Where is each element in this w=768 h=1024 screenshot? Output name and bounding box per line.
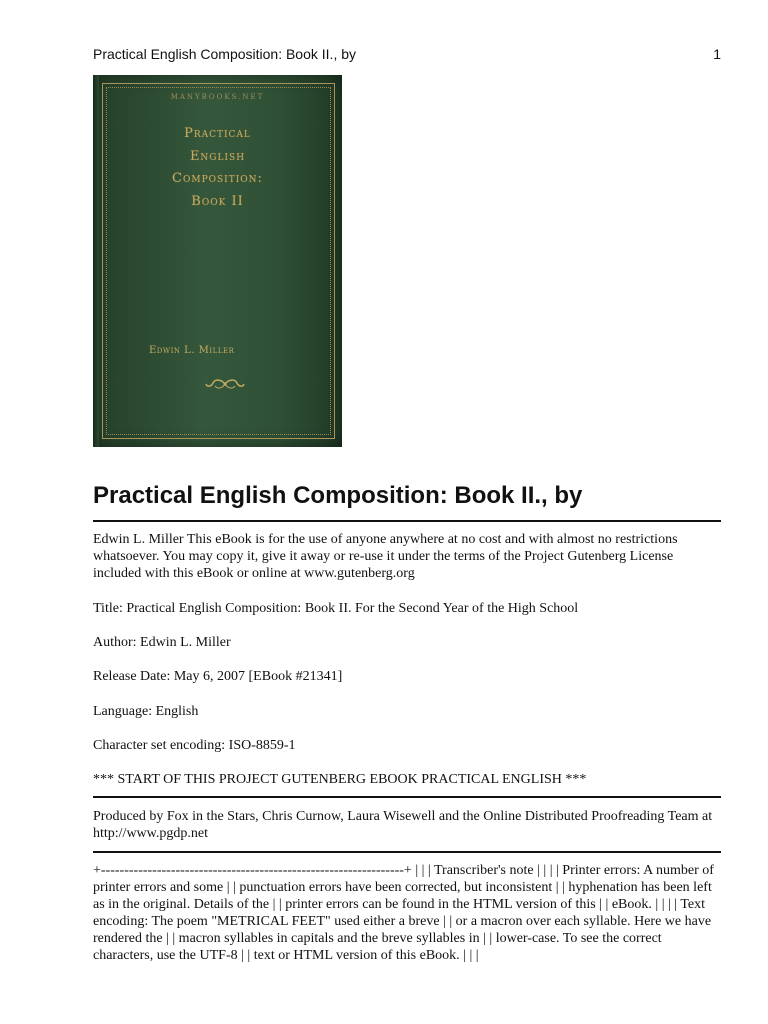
cover-title <box>93 123 342 213</box>
cover-ornament-icon <box>205 377 245 391</box>
cover-title-line: Practical <box>184 126 251 141</box>
produced-by-paragraph: Produced by Fox in the Stars, Chris Curnow, Laura Wisewell and the Online Distributed Proofreading Team at http://www.pgdp.net <box>93 809 713 841</box>
start-marker-line: *** START OF THIS PROJECT GUTENBERG EBOOK PRACTICAL ENGLISH *** <box>93 772 587 787</box>
cover-author: Edwin L. Miller <box>149 345 235 356</box>
cover-title-line: English <box>189 148 246 164</box>
section-divider <box>93 796 721 798</box>
encoding-line: Character set encoding: ISO-8859-1 <box>93 738 296 753</box>
document-title: Practical English Composition: Book II., by <box>93 482 583 509</box>
cover-publisher: MANYBOOKS.NET <box>170 93 265 101</box>
title-divider <box>93 520 721 522</box>
running-title: Practical English Composition: Book II., by <box>93 46 357 62</box>
transcriber-note-paragraph: +-----------------------------------------------------------------+ | | | Transcriber's note | | | | Printer errors: A number of printer errors and some | | punctuation errors have been corrected, but inconsistent | | hyphenation has been left as in the original. Details of the | | printer errors can be found in the HTML version of this | | eBook. | | | | Text encoding: The poem "METRICAL FEET" used either a breve | | or a macron over each syllable. Here we have rendered the | | macron syllables in capitals and the breve syllables in | | lower-case. To see the correct characters, use the UTF-8 | | text or HTML version of this eBook. | | | <box>93 863 714 963</box>
cover-title-line: Composition: <box>172 171 263 186</box>
book-cover-image <box>93 75 342 447</box>
page-header <box>93 46 721 66</box>
title-line: Title: Practical English Composition: Book II. For the Second Year of the High School <box>93 601 579 616</box>
author-line: Author: Edwin L. Miller <box>93 635 231 650</box>
intro-paragraph: Edwin L. Miller This eBook is for the use of anyone anywhere at no cost and with almost no restrictions whatsoever. You may copy it, give it away or re-use it under the terms of the Project Gutenberg License included with this eBook or online at www.gutenberg.org <box>93 532 678 581</box>
cover-title-line: Book II <box>191 193 244 209</box>
release-date-line: Release Date: May 6, 2007 [EBook #21341] <box>93 669 343 684</box>
section-divider-2 <box>93 851 721 853</box>
language-line: Language: English <box>93 704 199 719</box>
page-number: 1 <box>713 46 721 62</box>
